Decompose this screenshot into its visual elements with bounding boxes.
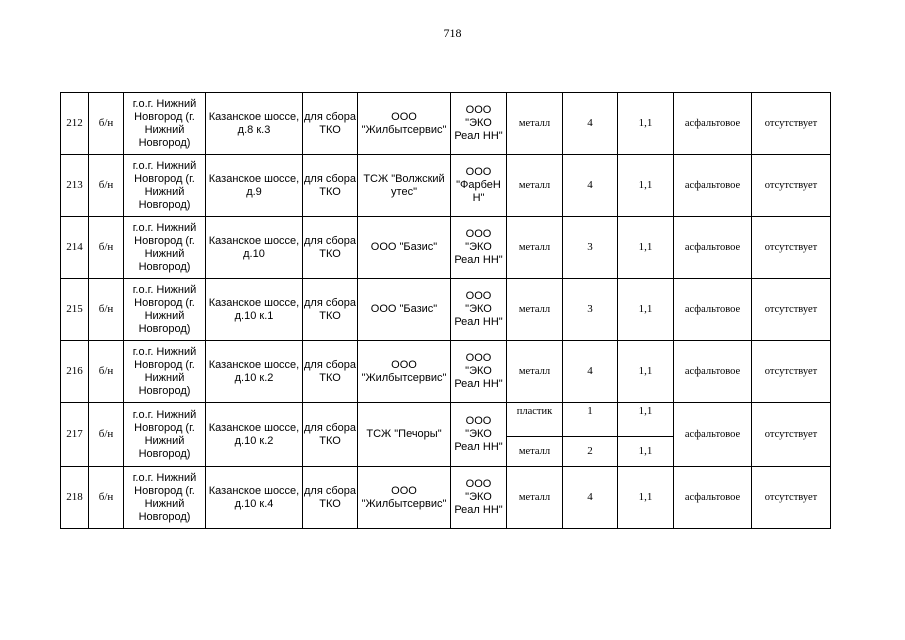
purpose: для сбора ТКО [303,467,358,529]
operator: ООО "ЭКО Реал НН" [451,341,507,403]
registry-number: б/н [89,279,124,341]
fence: отсутствует [752,341,831,403]
container-count: 3 [563,217,618,279]
container-material: металл [507,341,563,403]
row-number: 218 [61,467,89,529]
settlement: г.о.г. Нижний Новгород (г. Нижний Новгород) [124,93,206,155]
address: Казанское шоссе, д.8 к.3 [206,93,303,155]
owner: ООО "Базис" [358,217,451,279]
address: Казанское шоссе, д.10 к.1 [206,279,303,341]
row-number: 215 [61,279,89,341]
operator: ООО "ЭКО Реал НН" [451,467,507,529]
owner: ООО "Жилбытсервис" [358,467,451,529]
table-row [61,467,831,529]
purpose: для сбора ТКО [303,341,358,403]
table-row [61,217,831,279]
address: Казанское шоссе, д.10 к.2 [206,403,303,467]
container-material: металл [507,155,563,217]
container-count: 4 [563,93,618,155]
fence: отсутствует [752,403,831,467]
registry-number: б/н [89,217,124,279]
container-count: 3 [563,279,618,341]
registry-number: б/н [89,467,124,529]
surface-type: асфальтовое [674,93,752,155]
settlement: г.о.г. Нижний Новгород (г. Нижний Новгород) [124,279,206,341]
container-material: металл [507,279,563,341]
table-row [61,341,831,403]
container-volume: 1,1 [618,93,674,155]
fence: отсутствует [752,93,831,155]
container-volume: 1,1 [618,437,674,467]
address: Казанское шоссе, д.9 [206,155,303,217]
fence: отсутствует [752,155,831,217]
purpose: для сбора ТКО [303,217,358,279]
settlement: г.о.г. Нижний Новгород (г. Нижний Новгород) [124,155,206,217]
registry-number: б/н [89,403,124,467]
settlement: г.о.г. Нижний Новгород (г. Нижний Новгород) [124,467,206,529]
operator: ООО "ЭКО Реал НН" [451,403,507,467]
operator: ООО "ЭКО Реал НН" [451,279,507,341]
row-number: 213 [61,155,89,217]
container-volume: 1,1 [618,341,674,403]
container-material: металл [507,217,563,279]
surface-type: асфальтовое [674,217,752,279]
row-number: 217 [61,403,89,467]
container-volume: 1,1 [618,279,674,341]
container-material: металл [507,93,563,155]
container-volume: 1,1 [618,155,674,217]
operator: ООО "ЭКО Реал НН" [451,217,507,279]
owner: ООО "Жилбытсервис" [358,93,451,155]
owner: ТСЖ "Волжский утес" [358,155,451,217]
registry-number: б/н [89,93,124,155]
operator: ООО "ФарбеН Н" [451,155,507,217]
surface-type: асфальтовое [674,467,752,529]
registry-number: б/н [89,155,124,217]
container-material: металл [507,437,563,467]
container-volume: 1,1 [618,467,674,529]
container-count: 4 [563,341,618,403]
surface-type: асфальтовое [674,403,752,467]
row-number: 212 [61,93,89,155]
table-row [61,93,831,155]
purpose: для сбора ТКО [303,155,358,217]
container-count: 4 [563,467,618,529]
table-row [61,155,831,217]
surface-type: асфальтовое [674,155,752,217]
container-count: 1 [563,403,618,437]
fence: отсутствует [752,217,831,279]
owner: ООО "Базис" [358,279,451,341]
address: Казанское шоссе, д.10 к.2 [206,341,303,403]
purpose: для сбора ТКО [303,93,358,155]
owner: ТСЖ "Печоры" [358,403,451,467]
fence: отсутствует [752,467,831,529]
fence: отсутствует [752,279,831,341]
container-volume: 1,1 [618,403,674,437]
container-count: 4 [563,155,618,217]
settlement: г.о.г. Нижний Новгород (г. Нижний Новгород) [124,341,206,403]
settlement: г.о.г. Нижний Новгород (г. Нижний Новгород) [124,403,206,467]
surface-type: асфальтовое [674,341,752,403]
address: Казанское шоссе, д.10 к.4 [206,467,303,529]
container-material: металл [507,467,563,529]
purpose: для сбора ТКО [303,279,358,341]
table-row [61,279,831,341]
row-number: 214 [61,217,89,279]
registry-number: б/н [89,341,124,403]
container-volume: 1,1 [618,217,674,279]
operator: ООО "ЭКО Реал НН" [451,93,507,155]
owner: ООО "Жилбытсервис" [358,341,451,403]
address: Казанское шоссе, д.10 [206,217,303,279]
surface-type: асфальтовое [674,279,752,341]
purpose: для сбора ТКО [303,403,358,467]
settlement: г.о.г. Нижний Новгород (г. Нижний Новгород) [124,217,206,279]
container-material: пластик [507,403,563,437]
container-sites-table [60,92,831,529]
row-number: 216 [61,341,89,403]
page-number: 718 [443,26,462,40]
container-count: 2 [563,437,618,467]
table-row [61,403,831,437]
